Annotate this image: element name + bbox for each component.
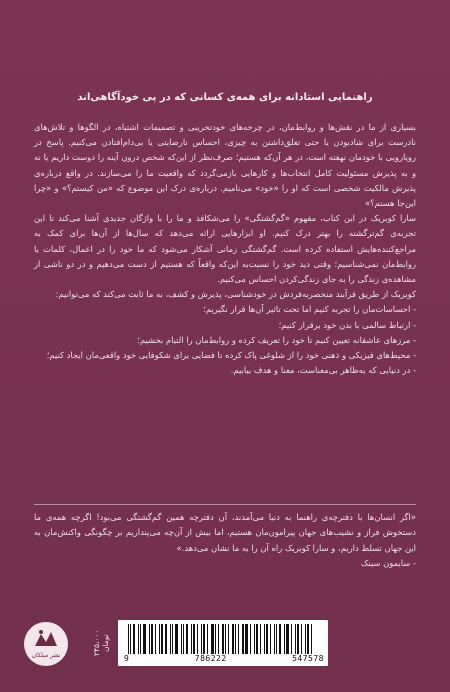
isbn-digits-group-2: 547578 (292, 654, 324, 663)
quote-text: «اگر انسان‌ها با دفترچه‌ی راهنما به دنیا می‌آمدند، آن دفترچه همین گم‌گشتگی می‌بود! اگرچه همه‌ی ما دستخوش فراز و نشیب‌های جهان پیرامون‌مان هستیم، اما بیش از آن‌چه می‌پنداریم بر چگونگی واکنش‌مان به این جهان تسلط داریم، و سارا کوبریک راه آن را به ما نشان می‌دهد.» (34, 512, 416, 553)
barcode-bar (311, 624, 312, 654)
barcode-bar (260, 624, 261, 654)
barcode-bar (256, 624, 258, 654)
isbn-digits (124, 654, 324, 664)
barcode-bar (242, 624, 244, 654)
barcode-bar (140, 624, 141, 654)
cover-heading: راهنمایی استادانه برای همه‌ی کسانی که در پی خودآگاهی‌اند (77, 92, 373, 103)
barcode-bar (183, 624, 184, 654)
barcode-bar (245, 624, 248, 654)
barcode-bar (232, 624, 234, 654)
barcode-bar (266, 624, 268, 654)
barcode-bar (250, 624, 251, 654)
barcode-bar (235, 624, 236, 654)
barcode-bar (295, 624, 296, 654)
barcode-bar (203, 624, 205, 654)
benefit-item: - در دنیایی که به‌ظاهر بی‌معناست، معنا و هدف بیابیم. (230, 365, 416, 376)
endorsement-quote (34, 510, 416, 572)
barcode-bar (264, 624, 265, 654)
barcode-bar (222, 624, 224, 654)
barcode-bar (175, 624, 178, 654)
barcode-bar (170, 624, 171, 654)
publisher-name: نشر میلکان (31, 652, 61, 659)
barcode-bars (128, 624, 320, 654)
barcode-bar (215, 624, 216, 654)
barcode-bar (149, 624, 150, 654)
barcode-bar (307, 624, 309, 654)
barcode-bar (186, 624, 188, 654)
barcode-bar (172, 624, 173, 654)
barcode-bar (128, 624, 129, 654)
barcode-bar (201, 624, 202, 654)
barcode-bar (305, 624, 306, 654)
isbn-digit-prefix: 9 (124, 654, 130, 663)
barcode-bar (159, 624, 160, 654)
blurb-paragraph: بسیاری از ما در نقش‌ها و روابط‌مان، در چرخه‌های خودتخریبی و تصمیمات اشتباه، در الگوها و تلاش‌های نادرست برای شادبودن یا حتی تعلق‌داشتن به چیزی، احساس نارضایتی یا بی‌دام‌افتادن می‌کنیم. پاسخ در رویارویی با خودمان نهفته است، در هر آن‌که هستیم؛ صرف‌نظر از این‌که شخص درون آینه را دوست داریم یا نه و به پذیرش مسئولیت کامل انتخاب‌ها و کارهایی بازمی‌گردد که واقعیت ما را می‌سازند. در واقع درباره‌ی پذیرش مالکیت شخصی است که او را «خود» می‌نامیم. درباره‌ی درک این موضوع که «من کیستم؟» و «چرا این‌جا هستم؟» (34, 122, 416, 209)
barcode-bar (254, 624, 255, 654)
barcode-bar (218, 624, 219, 654)
benefit-item: - محیط‌های فیزیکی و ذهنی خود را از شلوغی پاک کرده تا فضایی برای شکوفایی خود واقعی‌مان ایجاد کنیم؛ (46, 350, 416, 361)
quote-author: - سایمون سینک (360, 558, 416, 569)
barcode-bar (238, 624, 239, 654)
barcode-bar (270, 624, 271, 654)
publisher-logo (24, 622, 68, 666)
barcode-bar (193, 624, 195, 654)
benefit-item: - احساسات‌مان را تجربه کنیم اما تحت تاثیر آن‌ها قرار نگیریم؛ (203, 304, 416, 315)
barcode-bar (297, 624, 299, 654)
blurb (34, 120, 416, 378)
benefit-item: - ارتباط سالمی با بدن خود برقرار کنیم؛ (278, 319, 416, 330)
barcode-bar (191, 624, 192, 654)
price-label: ۲۴۵،۰۰۰ تومان (92, 629, 110, 657)
barcode-bar (301, 624, 302, 654)
barcode-bar (276, 624, 277, 654)
barcode-bar (143, 624, 146, 654)
barcode-bar (181, 624, 182, 654)
barcode-bar (197, 624, 198, 654)
barcode-bar (207, 624, 208, 654)
barcode-bar (279, 624, 281, 654)
barcode-bar (225, 624, 226, 654)
barcode-bar (211, 624, 214, 654)
blurb-paragraph: سارا کوبریک در این کتاب، مفهوم «گم‌گشتگی» را می‌شکافد و ما را با واژگان جدیدی آشنا می‌کند تا این تجربه‌ی گم‌ترگشته را بهتر درک کنیم. او ابزارهایی ارائه می‌دهد که سال‌ها از آن‌ها برای کمک به مراجع‌کننده‌هایش استفاده کرده است. گم‌گشتگی زمانی آشکار می‌شود که ما خود را در اعمال، کلمات یا روابط‌مان نمی‌شناسیم؛ وقتی دید خود را نسبت‌به این‌که واقعاً که هستیم از دست می‌دهیم و در دو ناشی از مشاهده‌ی زندگی را به جای زندگی‌کردن احساس می‌کنیم. (34, 213, 416, 285)
barcode-bar (228, 624, 229, 654)
isbn-barcode (118, 620, 328, 666)
section-divider (34, 504, 416, 505)
barcode-bar (274, 624, 275, 654)
barcode-bar (165, 624, 167, 654)
barcode-bar (138, 624, 139, 654)
barcode-bar (286, 624, 289, 654)
blurb-paragraph: کوبریک از طریق فرآیند منحصربه‌فردش در خودشناسی، پذیرش و کشف، به ما ثابت می‌کند که می‌توانیم: (55, 289, 416, 300)
barcode-bar (291, 624, 292, 654)
isbn-digits-group-1: 786222 (194, 654, 227, 663)
benefit-item: - مرزهای عاشقانه تعیین کنیم تا خود را تعریف کرده و روابط‌مان را التیام بخشیم؛ (137, 334, 416, 345)
barcode-bar (130, 624, 131, 654)
barcode-bar (284, 624, 285, 654)
barcode-bar (133, 624, 135, 654)
barcode-bar (161, 624, 163, 654)
barcode-bar (155, 624, 156, 654)
barcode-bar (151, 624, 153, 654)
benefits-list (34, 302, 416, 378)
publisher-logo-icon (32, 628, 60, 650)
